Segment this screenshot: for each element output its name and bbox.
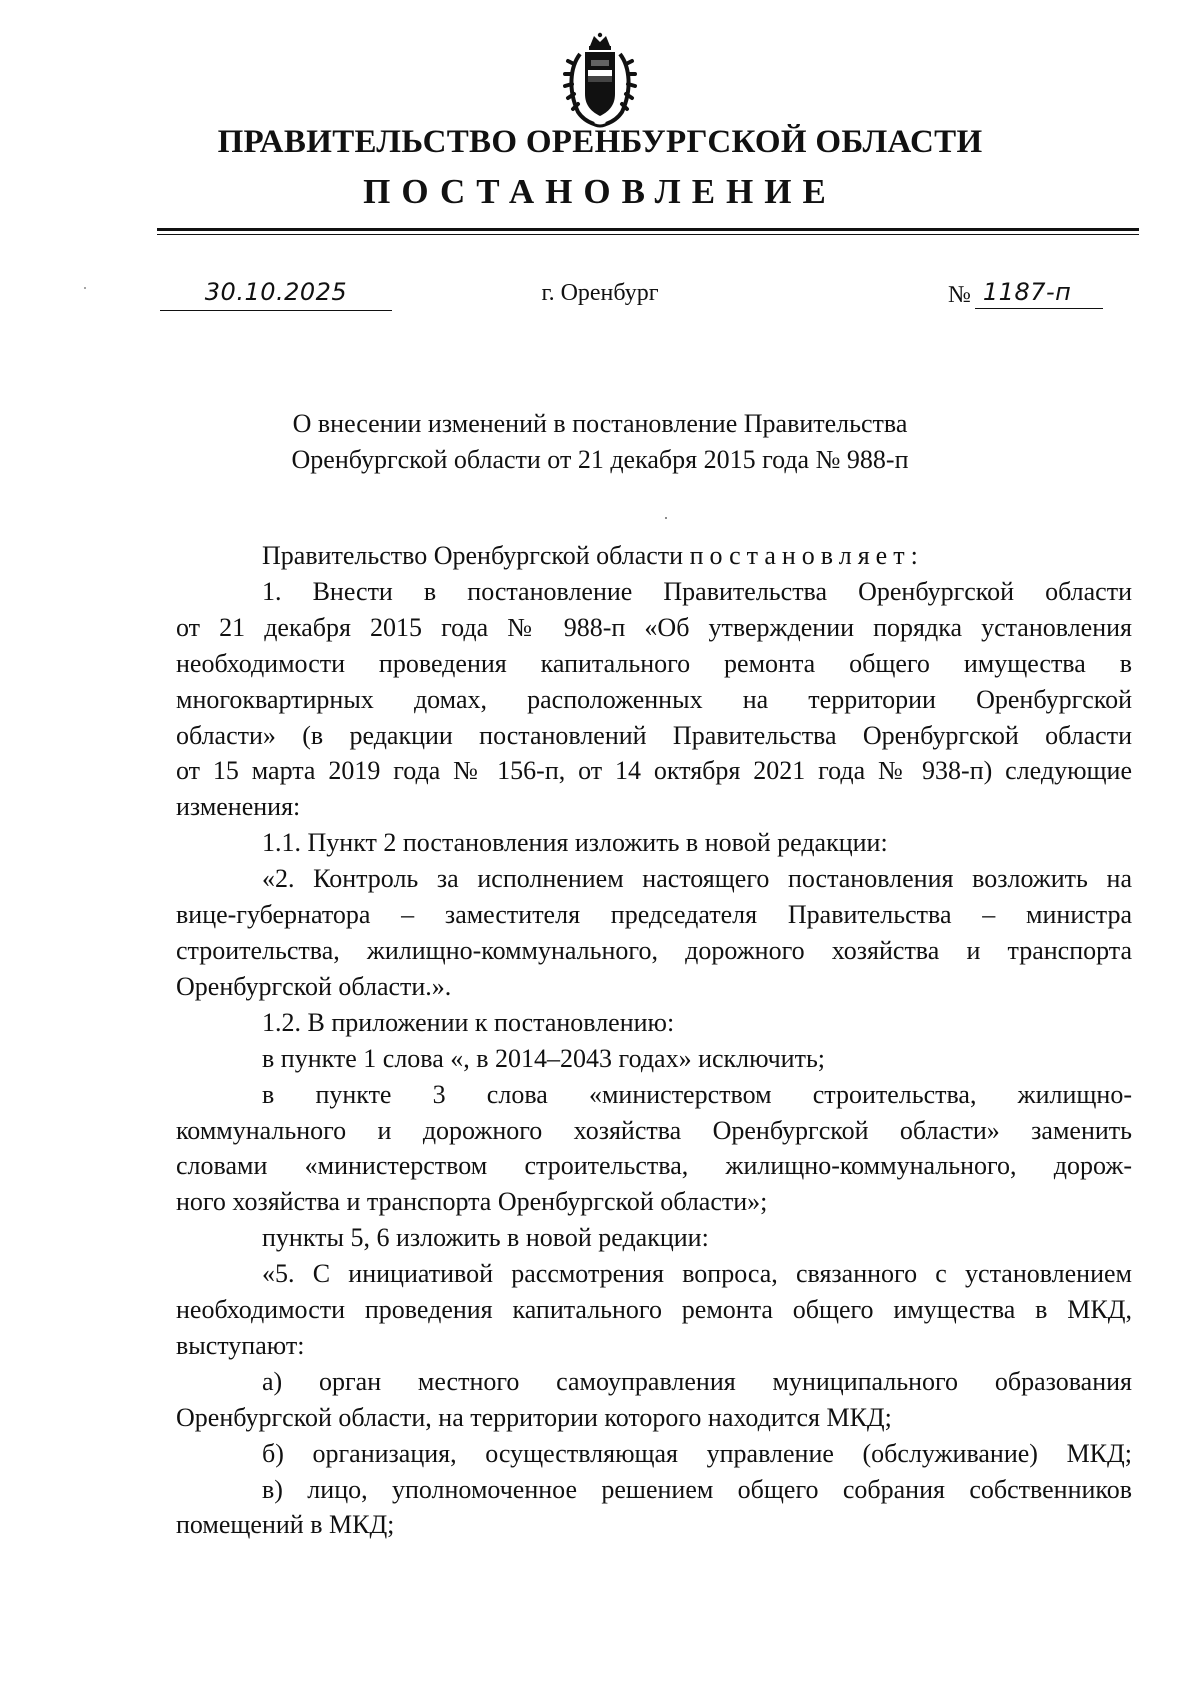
- coat-of-arms-emblem: [560, 32, 640, 132]
- body-line: необходимости проведения капитального ремонта общего имущества в: [176, 648, 1132, 678]
- body-line: необходимости проведения капитального ремонта общего имущества в МКД,: [176, 1295, 1132, 1325]
- body-line: а) орган местного самоуправления муниципального образования: [262, 1366, 1132, 1396]
- decree-prefix: Правительство Оренбургской области: [262, 541, 684, 570]
- decree-line: [176, 538, 1132, 574]
- body-line: словами «министерством строительства, жилищно-коммунального, дорож-: [176, 1151, 1132, 1181]
- organization-title: ПРАВИТЕЛЬСТВО ОРЕНБУРГСКОЙ ОБЛАСТИ: [217, 124, 983, 160]
- subject-line: Оренбургской области от 21 декабря 2015 года № 988-п: [291, 445, 909, 474]
- body-line: строительства, жилищно-коммунального, дорожного хозяйства и транспорта: [176, 935, 1132, 965]
- body-line: многоквартирных домах, расположенных на территории Оренбургской: [176, 684, 1132, 714]
- body-line: в пункте 1 слова «, в 2014–2043 годах» исключить;: [262, 1043, 826, 1073]
- document-type-title: ПОСТАНОВЛЕНИЕ: [363, 172, 837, 211]
- document-number-block: [948, 278, 1103, 310]
- subject-line: О внесении изменений в постановление Правительства: [292, 409, 908, 438]
- body-line: в) лицо, уполномоченное решением общего собрания собственников: [262, 1474, 1132, 1504]
- body-line: пункты 5, 6 изложить в новой редакции:: [262, 1223, 709, 1253]
- document-city: г. Оренбург: [541, 280, 659, 306]
- body-line: от 15 марта 2019 года № 156-п, от 14 октября 2021 года № 938-п) следующие: [176, 756, 1132, 786]
- decree-word: постановляет:: [689, 541, 924, 570]
- header-rule-thin: [157, 234, 1139, 235]
- document-date: 30.10.2025: [160, 278, 392, 311]
- number-sign: №: [948, 282, 971, 308]
- body-line: в пункте 3 слова «министерством строительства, жилищно-: [262, 1079, 1132, 1109]
- body-line: от 21 декабря 2015 года № 988-п «Об утверждении порядка установления: [176, 612, 1132, 642]
- body-line: области» (в редакции постановлений Правительства Оренбургской области: [176, 720, 1132, 750]
- body-line: 1.1. Пункт 2 постановления изложить в новой редакции:: [262, 828, 888, 858]
- body-line: б) организация, осуществляющая управление (обслуживание) МКД;: [262, 1438, 1132, 1468]
- body-line: 1.2. В приложении к постановлению:: [262, 1007, 675, 1037]
- body-line: «2. Контроль за исполнением настоящего постановления возложить на: [262, 864, 1132, 894]
- body-line: Оренбургской области, на территории которого находится МКД;: [176, 1402, 892, 1432]
- header-rule-thick: [157, 228, 1139, 231]
- body-line: изменения:: [176, 792, 301, 822]
- body-line: помещений в МКД;: [176, 1510, 395, 1540]
- scan-speck: [665, 517, 667, 519]
- body-line: Оренбургской области.».: [176, 971, 452, 1001]
- document-subject: [0, 406, 1200, 478]
- document-number: 1187-п: [975, 278, 1103, 309]
- document-body: [176, 538, 1132, 1543]
- body-line: 1. Внести в постановление Правительства Оренбургской области: [262, 576, 1132, 606]
- body-line: выступают:: [176, 1330, 305, 1360]
- body-line: «5. С инициативой рассмотрения вопроса, связанного с установлением: [262, 1259, 1132, 1289]
- body-line: ного хозяйства и транспорта Оренбургской области»;: [176, 1187, 768, 1217]
- body-line: коммунального и дорожного хозяйства Оренбургской области» заменить: [176, 1115, 1132, 1145]
- body-line: вице-губернатора – заместителя председателя Правительства – министра: [176, 900, 1132, 930]
